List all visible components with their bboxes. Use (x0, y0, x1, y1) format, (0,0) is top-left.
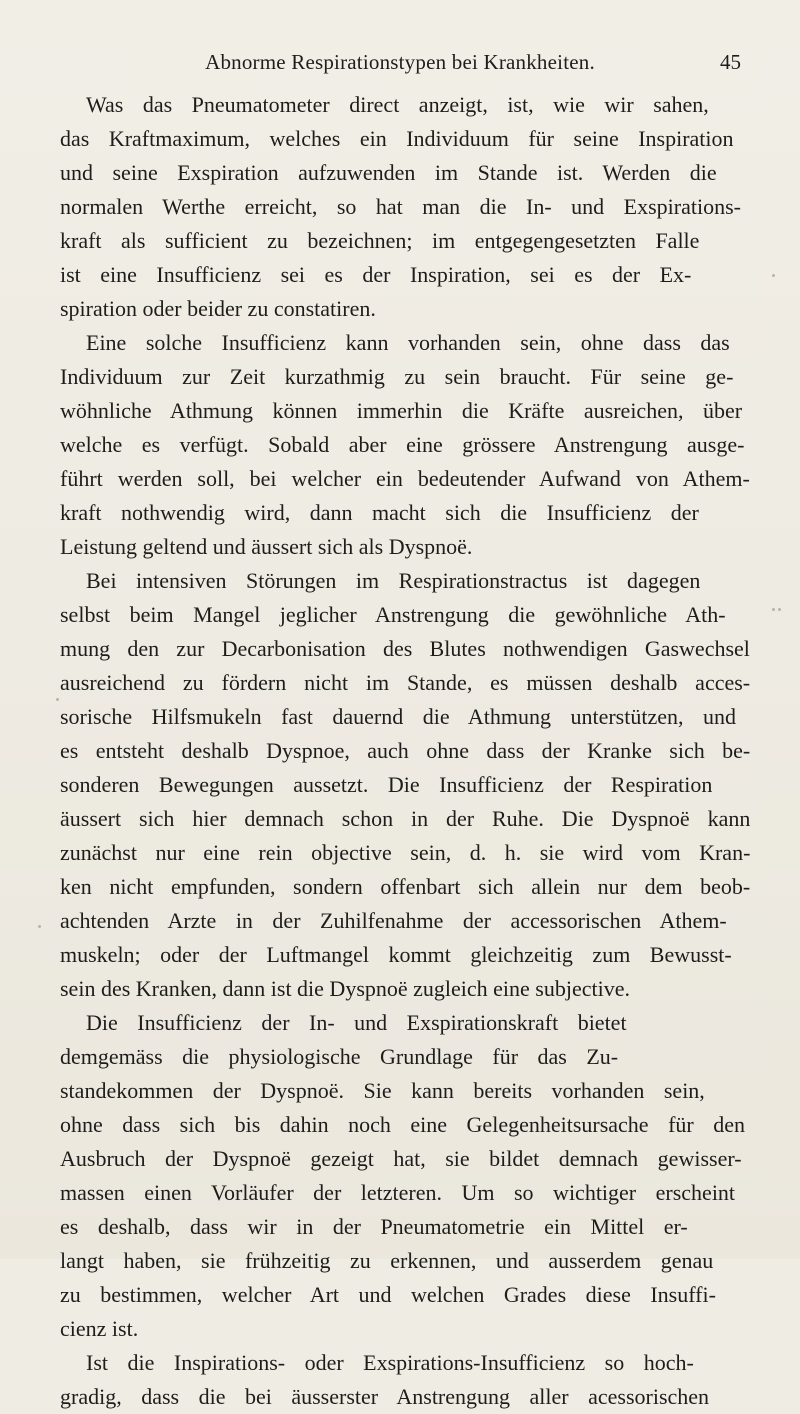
margin-speck (38, 925, 41, 928)
text-line: ausreichend zu fördern nicht im Stande, es müssen deshalb acces- (60, 670, 751, 695)
text-line: sein des Kranken, dann ist die Dyspnoë zugleich eine subjective. (60, 976, 631, 1001)
text-line: ist eine Insufficienz sei es der Inspiration, sei es der Ex- (60, 262, 692, 287)
text-line: cienz ist. (60, 1316, 139, 1341)
text-line: ken nicht empfunden, sondern offenbart sich allein nur dem beob- (60, 874, 751, 899)
margin-speck (56, 698, 59, 701)
text-line: sonderen Bewegungen aussetzt. Die Insufficienz der Respiration (60, 772, 713, 797)
text-line: Was das Pneumatometer direct anzeigt, ist, wie wir sahen, (86, 92, 709, 117)
text-line: äussert sich hier demnach schon in der Ruhe. Die Dyspnoë kann (60, 806, 751, 831)
text-line: Eine solche Insufficienz kann vorhanden sein, ohne dass das (86, 330, 730, 355)
text-line: es deshalb, dass wir in der Pneumatometrie ein Mittel er- (60, 1214, 688, 1239)
text-line: es entsteht deshalb Dyspnoe, auch ohne dass der Kranke sich be- (60, 738, 751, 763)
text-line: normalen Werthe erreicht, so hat man die In- und Exspirations- (60, 194, 741, 219)
text-line: Ist die Inspirations- oder Exspirations-Insufficienz so hoch- (86, 1350, 694, 1375)
text-line: das Kraftmaximum, welches ein Individuum für seine Inspiration (60, 126, 734, 151)
margin-speck (772, 608, 775, 611)
text-line: welche es verfügt. Sobald aber eine grössere Anstrengung ausge- (60, 432, 745, 457)
text-line: muskeln; oder der Luftmangel kommt gleichzeitig zum Bewusst- (60, 942, 732, 967)
text-line: massen einen Vorläufer der letzteren. Um so wichtiger erscheint (60, 1180, 736, 1205)
text-line: zunächst nur eine rein objective sein, d. h. sie wird vom Kran- (60, 840, 751, 865)
text-line: kraft nothwendig wird, dann macht sich die Insufficienz der (60, 500, 699, 525)
margin-speck (772, 274, 775, 277)
text-line: und seine Exspiration aufzuwenden im Stande ist. Werden die (60, 160, 717, 185)
text-line: Bei intensiven Störungen im Respirationstractus ist dagegen (86, 568, 701, 593)
text-line: wöhnliche Athmung können immerhin die Kräfte ausreichen, über (60, 398, 743, 423)
text-line: selbst beim Mangel jeglicher Anstrengung die gewöhnliche Ath- (60, 602, 726, 627)
text-line: achtenden Arzte in der Zuhilfenahme der accessorischen Athem- (60, 908, 727, 933)
text-line: führt werden soll, bei welcher ein bedeutender Aufwand von Athem- (60, 466, 750, 491)
text-line: Die Insufficienz der In- und Exspirationskraft bietet (86, 1010, 627, 1035)
text-line: Ausbruch der Dyspnoë gezeigt hat, sie bildet demnach gewisser- (60, 1146, 742, 1171)
text-line: demgemäss die physiologische Grundlage für das Zu- (60, 1044, 619, 1069)
text-line: zu bestimmen, welcher Art und welchen Grades diese Insuffi- (60, 1282, 716, 1307)
running-head (0, 50, 800, 80)
text-line: ohne dass sich bis dahin noch eine Gelegenheitsursache für den (60, 1112, 745, 1137)
text-line: langt haben, sie frühzeitig zu erkennen, und ausserdem genau (60, 1248, 714, 1273)
page-number: 45 (720, 50, 741, 74)
text-line: kraft als sufficient zu bezeichnen; im entgegengesetzten Falle (60, 228, 700, 253)
text-line: Leistung geltend und äussert sich als Dyspnoë. (60, 534, 473, 559)
margin-speck (778, 608, 781, 611)
text-line: standekommen der Dyspnoë. Sie kann bereits vorhanden sein, (60, 1078, 705, 1103)
text-line: Individuum zur Zeit kurzathmig zu sein braucht. Für seine ge- (60, 364, 734, 389)
text-line: mung den zur Decarbonisation des Blutes nothwendigen Gaswechsel (60, 636, 750, 661)
text-line: sorische Hilfsmukeln fast dauernd die Athmung unterstützen, und (60, 704, 736, 729)
text-line: spiration oder beider zu constatiren. (60, 296, 376, 321)
text-line: gradig, dass die bei äusserster Anstrengung aller acessorischen (60, 1384, 710, 1409)
running-title: Abnorme Respirationstypen bei Krankheiten. (205, 50, 595, 74)
